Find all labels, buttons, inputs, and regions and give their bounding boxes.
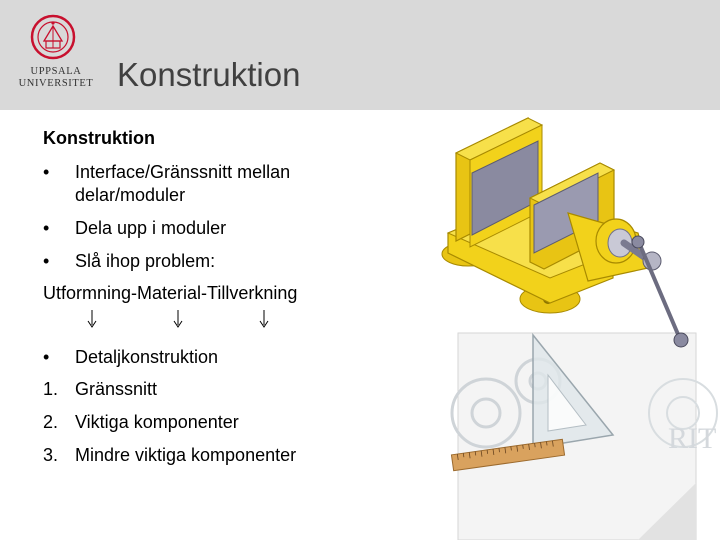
watermark-letters: RIT — [668, 422, 717, 455]
bullet-text: Interface/Gränssnitt mellan — [75, 162, 291, 182]
bullet-text: Detaljkonstruktion — [75, 347, 219, 367]
bench-vise-icon — [442, 118, 688, 347]
body-heading: Konstruktion — [43, 128, 155, 148]
bullet-glyph: • — [43, 251, 50, 271]
bullet-glyph: • — [43, 347, 50, 367]
illustration — [438, 113, 720, 540]
logo-line-2: UNIVERSITET — [18, 78, 94, 89]
arrow-row — [82, 308, 282, 330]
slide-title: Konstruktion — [117, 56, 301, 93]
list-item-text: Mindre viktiga komponenter — [75, 445, 297, 465]
down-arrow-icon — [260, 310, 268, 327]
list-number: 3. — [43, 445, 59, 465]
bullet-glyph: • — [43, 162, 50, 182]
list-number: 2. — [43, 412, 59, 432]
logo-line-1: UPPSALA — [30, 66, 82, 77]
list-number: 1. — [43, 379, 59, 399]
down-arrow-icon — [174, 310, 182, 327]
university-wordmark — [16, 66, 96, 90]
down-arrow-icon — [88, 310, 96, 327]
list-item-text: Gränssnitt — [75, 379, 158, 399]
subheading: Utformning-Material-Tillverkning — [43, 283, 298, 303]
bullet-text: Dela upp i moduler — [75, 218, 227, 238]
bullet-text: Slå ihop problem: — [75, 251, 216, 271]
slide-header — [0, 0, 720, 110]
bullet-text-cont: delar/moduler — [75, 185, 186, 205]
list-item-text: Viktiga komponenter — [75, 412, 239, 432]
bullet-glyph: • — [43, 218, 50, 238]
university-seal-icon — [30, 14, 76, 60]
